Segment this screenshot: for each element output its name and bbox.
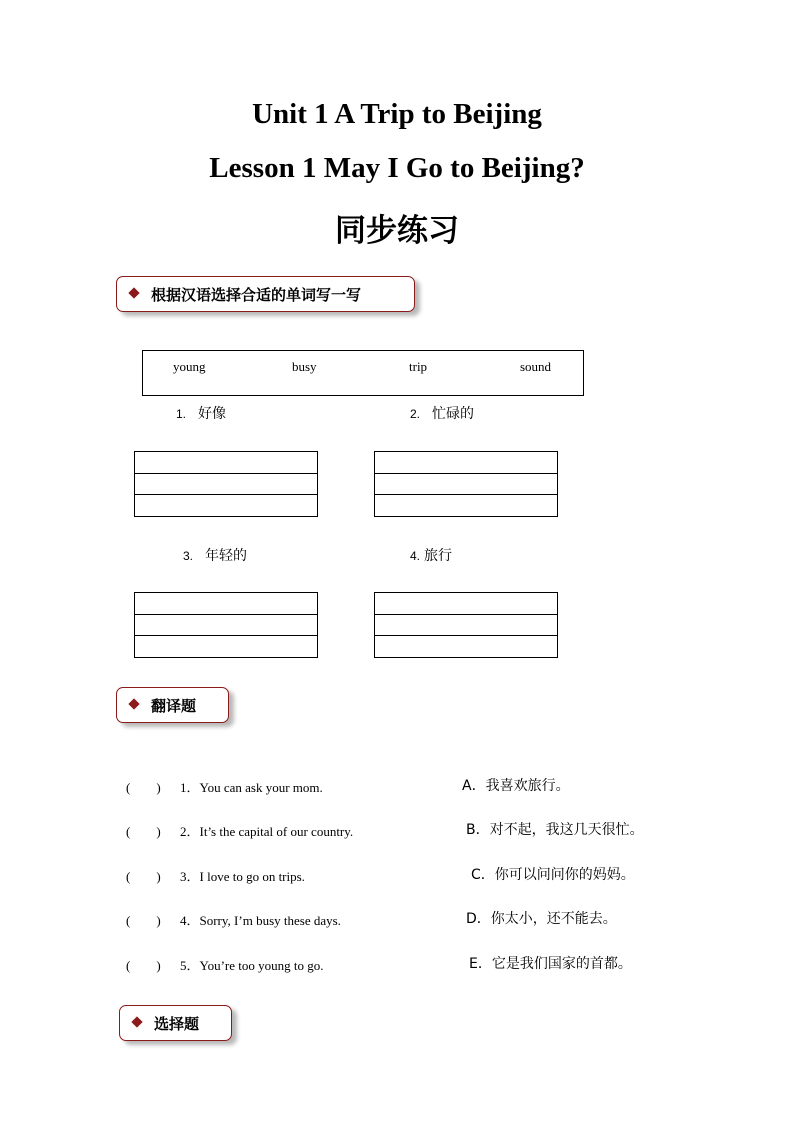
answer-blank[interactable]: ( ): [126, 869, 161, 884]
answer-blank[interactable]: ( ): [126, 958, 161, 973]
section-title: 根据汉语选择合适的单词写一写: [151, 286, 362, 304]
question-number: 4.: [410, 549, 421, 563]
chinese-option: E．它是我们国家的首都。: [469, 956, 632, 972]
question-number: 1.: [176, 407, 187, 421]
page-subtitle: 同步练习: [335, 213, 459, 249]
english-sentence: 3．I love to go on trips.: [180, 869, 305, 884]
writing-lines-2[interactable]: [374, 451, 558, 517]
question-number: 2.: [410, 407, 421, 421]
question-label: [176, 403, 226, 423]
matching-row: [126, 819, 686, 841]
question-text: 好像: [198, 406, 227, 422]
unit-title: Unit 1 A Trip to Beijing: [252, 98, 542, 130]
question-label: [410, 403, 474, 423]
answer-blank[interactable]: ( ): [126, 780, 161, 795]
word-bank-item: busy: [292, 359, 317, 374]
matching-row: [126, 908, 686, 930]
english-sentence: 5．You’re too young to go.: [180, 958, 324, 973]
question-label: [410, 545, 452, 565]
english-sentence: 1．You can ask your mom.: [180, 780, 323, 795]
chinese-option: A．我喜欢旅行。: [462, 778, 570, 794]
section-header-multiple-choice: [119, 1005, 232, 1041]
word-bank-item: sound: [520, 359, 552, 374]
section-title: 翻译题: [151, 697, 197, 715]
question-text: 旅行: [424, 548, 453, 564]
answer-blank[interactable]: ( ): [126, 913, 161, 928]
word-bank-item: trip: [409, 359, 428, 374]
section-header-translation: [116, 687, 229, 723]
diamond-bullet-icon: [128, 698, 139, 709]
chinese-option: C．你可以问问你的妈妈。: [471, 867, 635, 883]
question-text: 忙碌的: [432, 406, 475, 422]
chinese-option: D．你太小，还不能去。: [466, 911, 617, 927]
writing-lines-1[interactable]: [134, 451, 318, 517]
diamond-bullet-icon: [128, 287, 139, 298]
section-header-word-choice: [116, 276, 415, 312]
question-text: 年轻的: [205, 548, 248, 564]
english-sentence: 2．It’s the capital of our country.: [180, 824, 354, 839]
section-title: 选择题: [154, 1015, 200, 1033]
matching-row: [126, 953, 686, 975]
chinese-option: B．对不起，我这几天很忙。: [466, 822, 644, 838]
matching-row: [126, 775, 686, 797]
question-label: [183, 545, 247, 565]
writing-lines-4[interactable]: [374, 592, 558, 658]
question-number: 3.: [183, 549, 194, 563]
diamond-bullet-icon: [131, 1016, 142, 1027]
answer-blank[interactable]: ( ): [126, 824, 161, 839]
word-bank-item: young: [173, 359, 206, 374]
word-bank: [142, 350, 584, 396]
writing-lines-3[interactable]: [134, 592, 318, 658]
lesson-title: Lesson 1 May I Go to Beijing?: [209, 152, 585, 184]
english-sentence: 4．Sorry, I’m busy these days.: [180, 913, 341, 928]
matching-row: [126, 864, 686, 886]
